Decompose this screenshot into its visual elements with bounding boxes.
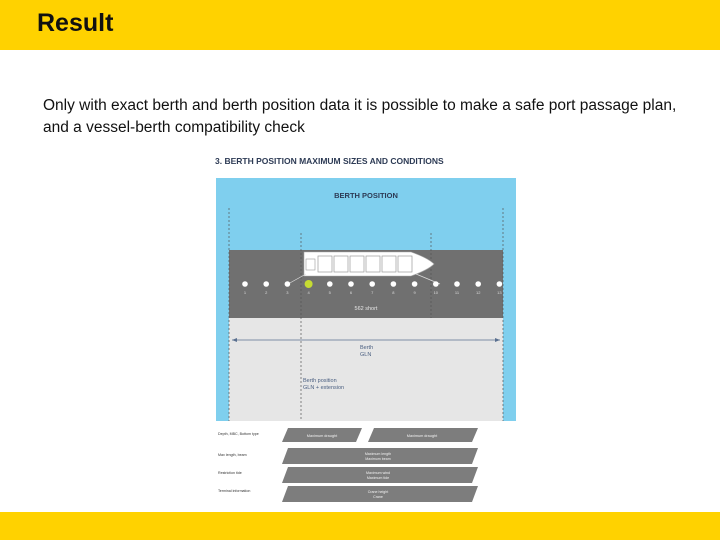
panel-title: BERTH POSITION	[334, 191, 398, 200]
berth-position-sublabel: GLN + extension	[303, 385, 345, 391]
row-3-label: Restriction tide	[218, 471, 242, 475]
bollard-label-11: 11	[454, 290, 460, 295]
row-1-bar-2-text: Maximum draught	[406, 434, 438, 438]
bollard-label-10: 10	[433, 290, 439, 295]
bollard-7	[369, 281, 375, 287]
berth-label: Berth	[360, 345, 374, 351]
vessel	[304, 252, 434, 276]
bollard-6	[348, 281, 354, 287]
figure-heading: 3. BERTH POSITION MAXIMUM SIZES AND CONDITIONS	[215, 156, 444, 166]
bollard-label-9: 9	[413, 290, 416, 295]
bollard-8	[391, 281, 397, 287]
bollard-label-13: 13	[497, 290, 502, 295]
bollard-label-7: 7	[371, 290, 374, 295]
berth-diagram	[216, 178, 516, 513]
bollard-4	[305, 280, 313, 288]
row-2-bar-text-1: Maximum length	[364, 452, 392, 456]
row-3-bar	[282, 467, 478, 483]
bollard-label-6: 6	[349, 290, 353, 295]
footer-bar	[0, 512, 720, 540]
bollard-label-5: 5	[328, 290, 331, 295]
row-2-bar-text-2: Maximum beam	[365, 457, 391, 461]
row-4-label: Terminal information	[218, 489, 251, 493]
land-area	[229, 318, 503, 421]
row-4-bar	[282, 486, 478, 502]
bollard-2	[263, 281, 269, 287]
row-2-bar	[282, 448, 478, 464]
conditions-table	[218, 428, 478, 502]
row-3-bar-text-2: Maximum tide	[366, 476, 390, 480]
bollard-11	[454, 281, 460, 287]
row-4-bar-text-2: Crane	[373, 495, 383, 499]
berth-sublabel: GLN	[360, 352, 372, 358]
bollard-label-3: 3	[286, 290, 289, 295]
bollard-12	[475, 281, 481, 287]
quay-label: 562 short	[354, 306, 378, 312]
bollard-1	[242, 281, 248, 287]
berth-position-figure	[200, 150, 528, 512]
bollard-9	[412, 281, 418, 287]
bollard-13	[497, 281, 503, 287]
berth-position-label: Berth position	[303, 378, 337, 384]
bollard-10	[433, 281, 439, 287]
row-1-label: Depth, MBC, Bottom type	[218, 432, 259, 436]
bollard-label-4: 4	[307, 290, 310, 295]
bollard-5	[327, 281, 333, 287]
bollard-label-12: 12	[475, 290, 481, 295]
bollard-3	[285, 281, 291, 287]
row-2-label: Max length, beam	[218, 453, 247, 457]
bollard-label-2: 2	[265, 290, 268, 295]
row-4-bar-text-1: Crane height	[367, 490, 389, 494]
slide-title: Result	[37, 9, 114, 37]
row-1-bar-1-text: Maximum draught	[306, 434, 338, 438]
bollard-label-8: 8	[392, 290, 395, 295]
row-3-bar-text-1: Maximum wind	[366, 471, 390, 475]
body-text: Only with exact berth and berth position data it is possible to make a safe port passage plan, and a vessel-berth compatibility check	[43, 97, 677, 136]
bollard-label-1: 1	[243, 290, 247, 295]
